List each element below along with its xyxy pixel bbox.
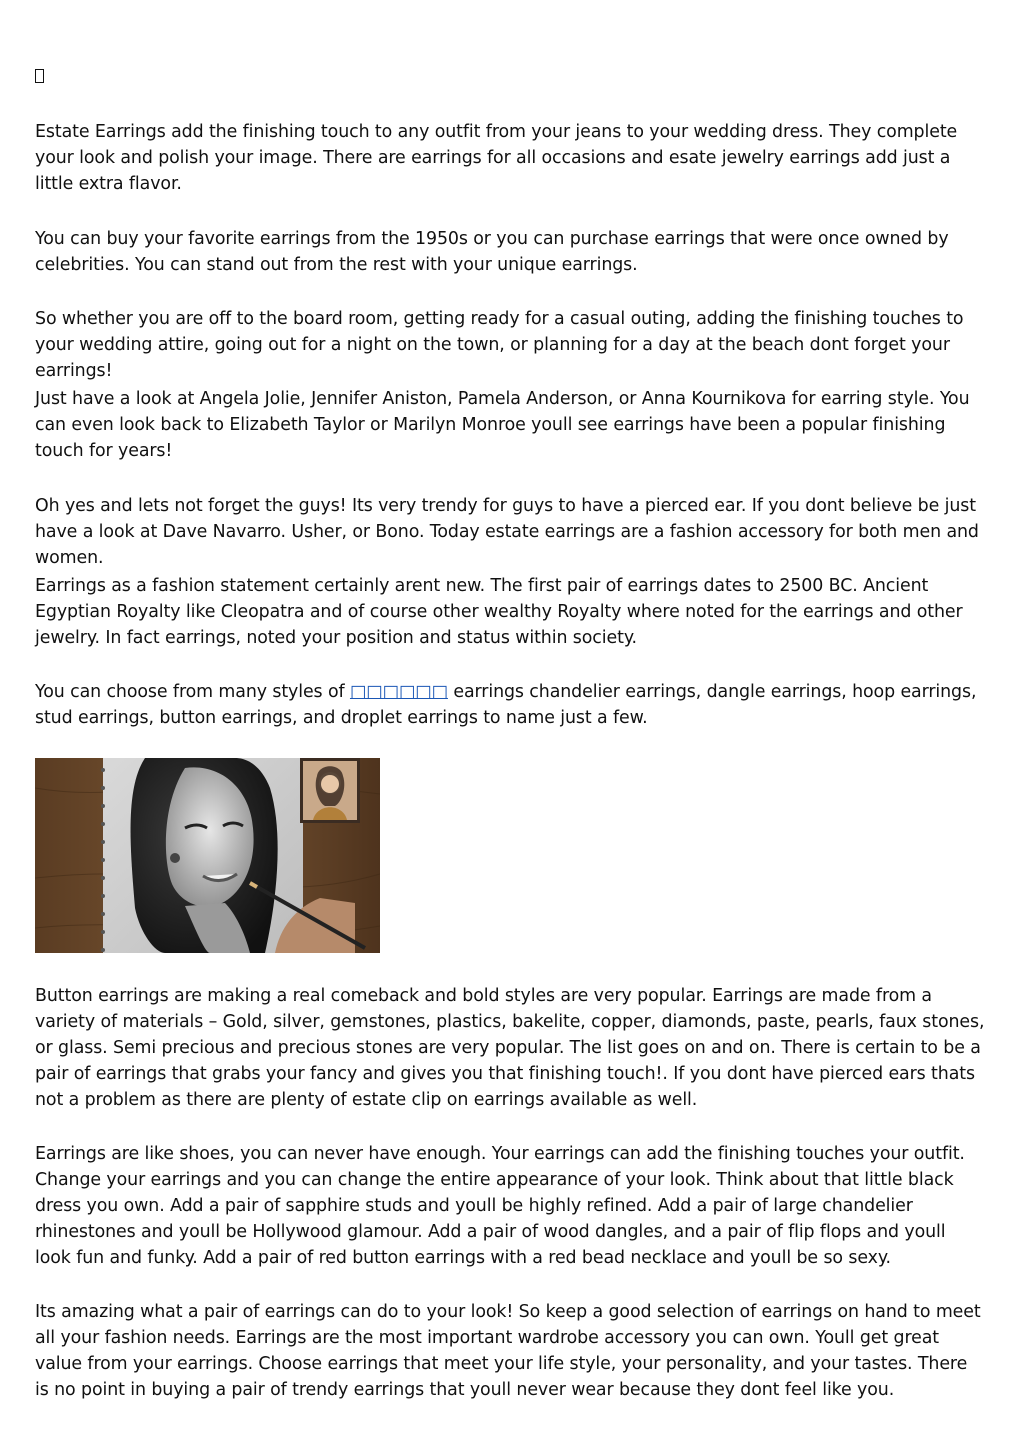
paragraph-button-earrings: Button earrings are making a real comeback and bold styles are very popular. Earrings are made from a variety of materials – Gold, silver, gemstones, plastics, bakelite, copper, diamonds, paste, pearls, faux stones, or glass. Semi precious and precious stones are very popular. The list goes on and on. There is certain to be a pair of earrings that grabs your fancy and gives you that finishing touch!. If you dont have pierced ears thats not a problem as there are plenty of estate clip on earrings available as well. xyxy=(35,986,985,1110)
styles-text-after: earrings chandelier earrings, dangle earrings, hoop earrings, stud earrings, button earrings, and droplet earrings to name just a few. xyxy=(35,682,977,728)
portrait-drawing-image xyxy=(35,758,380,953)
missing-glyph-icon xyxy=(35,68,44,88)
paragraph-closing: Its amazing what a pair of earrings can do to your look! So keep a good selection of earrings on hand to meet all your fashion needs. Earrings are the most important wardrobe accessory you can own. Youll get great value from your earrings. Choose earrings that meet your life style, your personality, and your tastes. There is no point in buying a pair of trendy earrings that youll never wear because they dont feel like you. xyxy=(35,1302,981,1400)
paragraph-shoes: Earrings are like shoes, you can never have enough. Your earrings can add the finishing touches your outfit. Change your earrings and you can change the entire appearance of your look. Think about that little black dress you own. Add a pair of sapphire studs and youll be highly refined. Add a pair of large chandelier rhinestones and youll be Hollywood glamour. Add a pair of wood dangles, and a pair of flip flops and youll look fun and funky. Add a pair of red button earrings with a red bead necklace and youll be so sexy. xyxy=(35,1144,965,1268)
paragraph-guys: Oh yes and lets not forget the guys! Its very trendy for guys to have a pierced ear. If you dont believe be just have a look at Dave Navarro. Usher, or Bono. Today estate earrings are a fashion accessory for both men and women. xyxy=(35,496,979,568)
styles-link[interactable]: □□□□□□ xyxy=(349,682,448,702)
styles-text-before: You can choose from many styles of xyxy=(35,682,350,702)
paragraph-1950s: You can buy your favorite earrings from the 1950s or you can purchase earrings that were once owned by celebrities. You can stand out from the rest with your unique earrings. xyxy=(35,229,949,275)
paragraph-intro: Estate Earrings add the finishing touch to any outfit from your jeans to your wedding dress. They complete your look and polish your image. There are earrings for all occasions and esate jewelry earrings add just a little extra flavor. xyxy=(35,122,958,194)
paragraph-celebrities: Just have a look at Angela Jolie, Jennifer Aniston, Pamela Anderson, or Anna Kournikova for earring style. You can even look back to Elizabeth Taylor or Marilyn Monroe youll see earrings have been a popular finishing touch for years! xyxy=(35,389,970,461)
paragraph-history: Earrings as a fashion statement certainly arent new. The first pair of earrings dates to 2500 BC. Ancient Egyptian Royalty like Cleopatra and of course other wealthy Royalty where noted for the earrings and other jewelry. In fact earrings, noted your position and status within society. xyxy=(35,576,963,648)
paragraph-styles xyxy=(35,679,985,731)
paragraph-occasions: So whether you are off to the board room, getting ready for a casual outing, adding the finishing touches to your wedding attire, going out for a night on the town, or planning for a day at the beach dont forget your earrings! xyxy=(35,309,964,381)
